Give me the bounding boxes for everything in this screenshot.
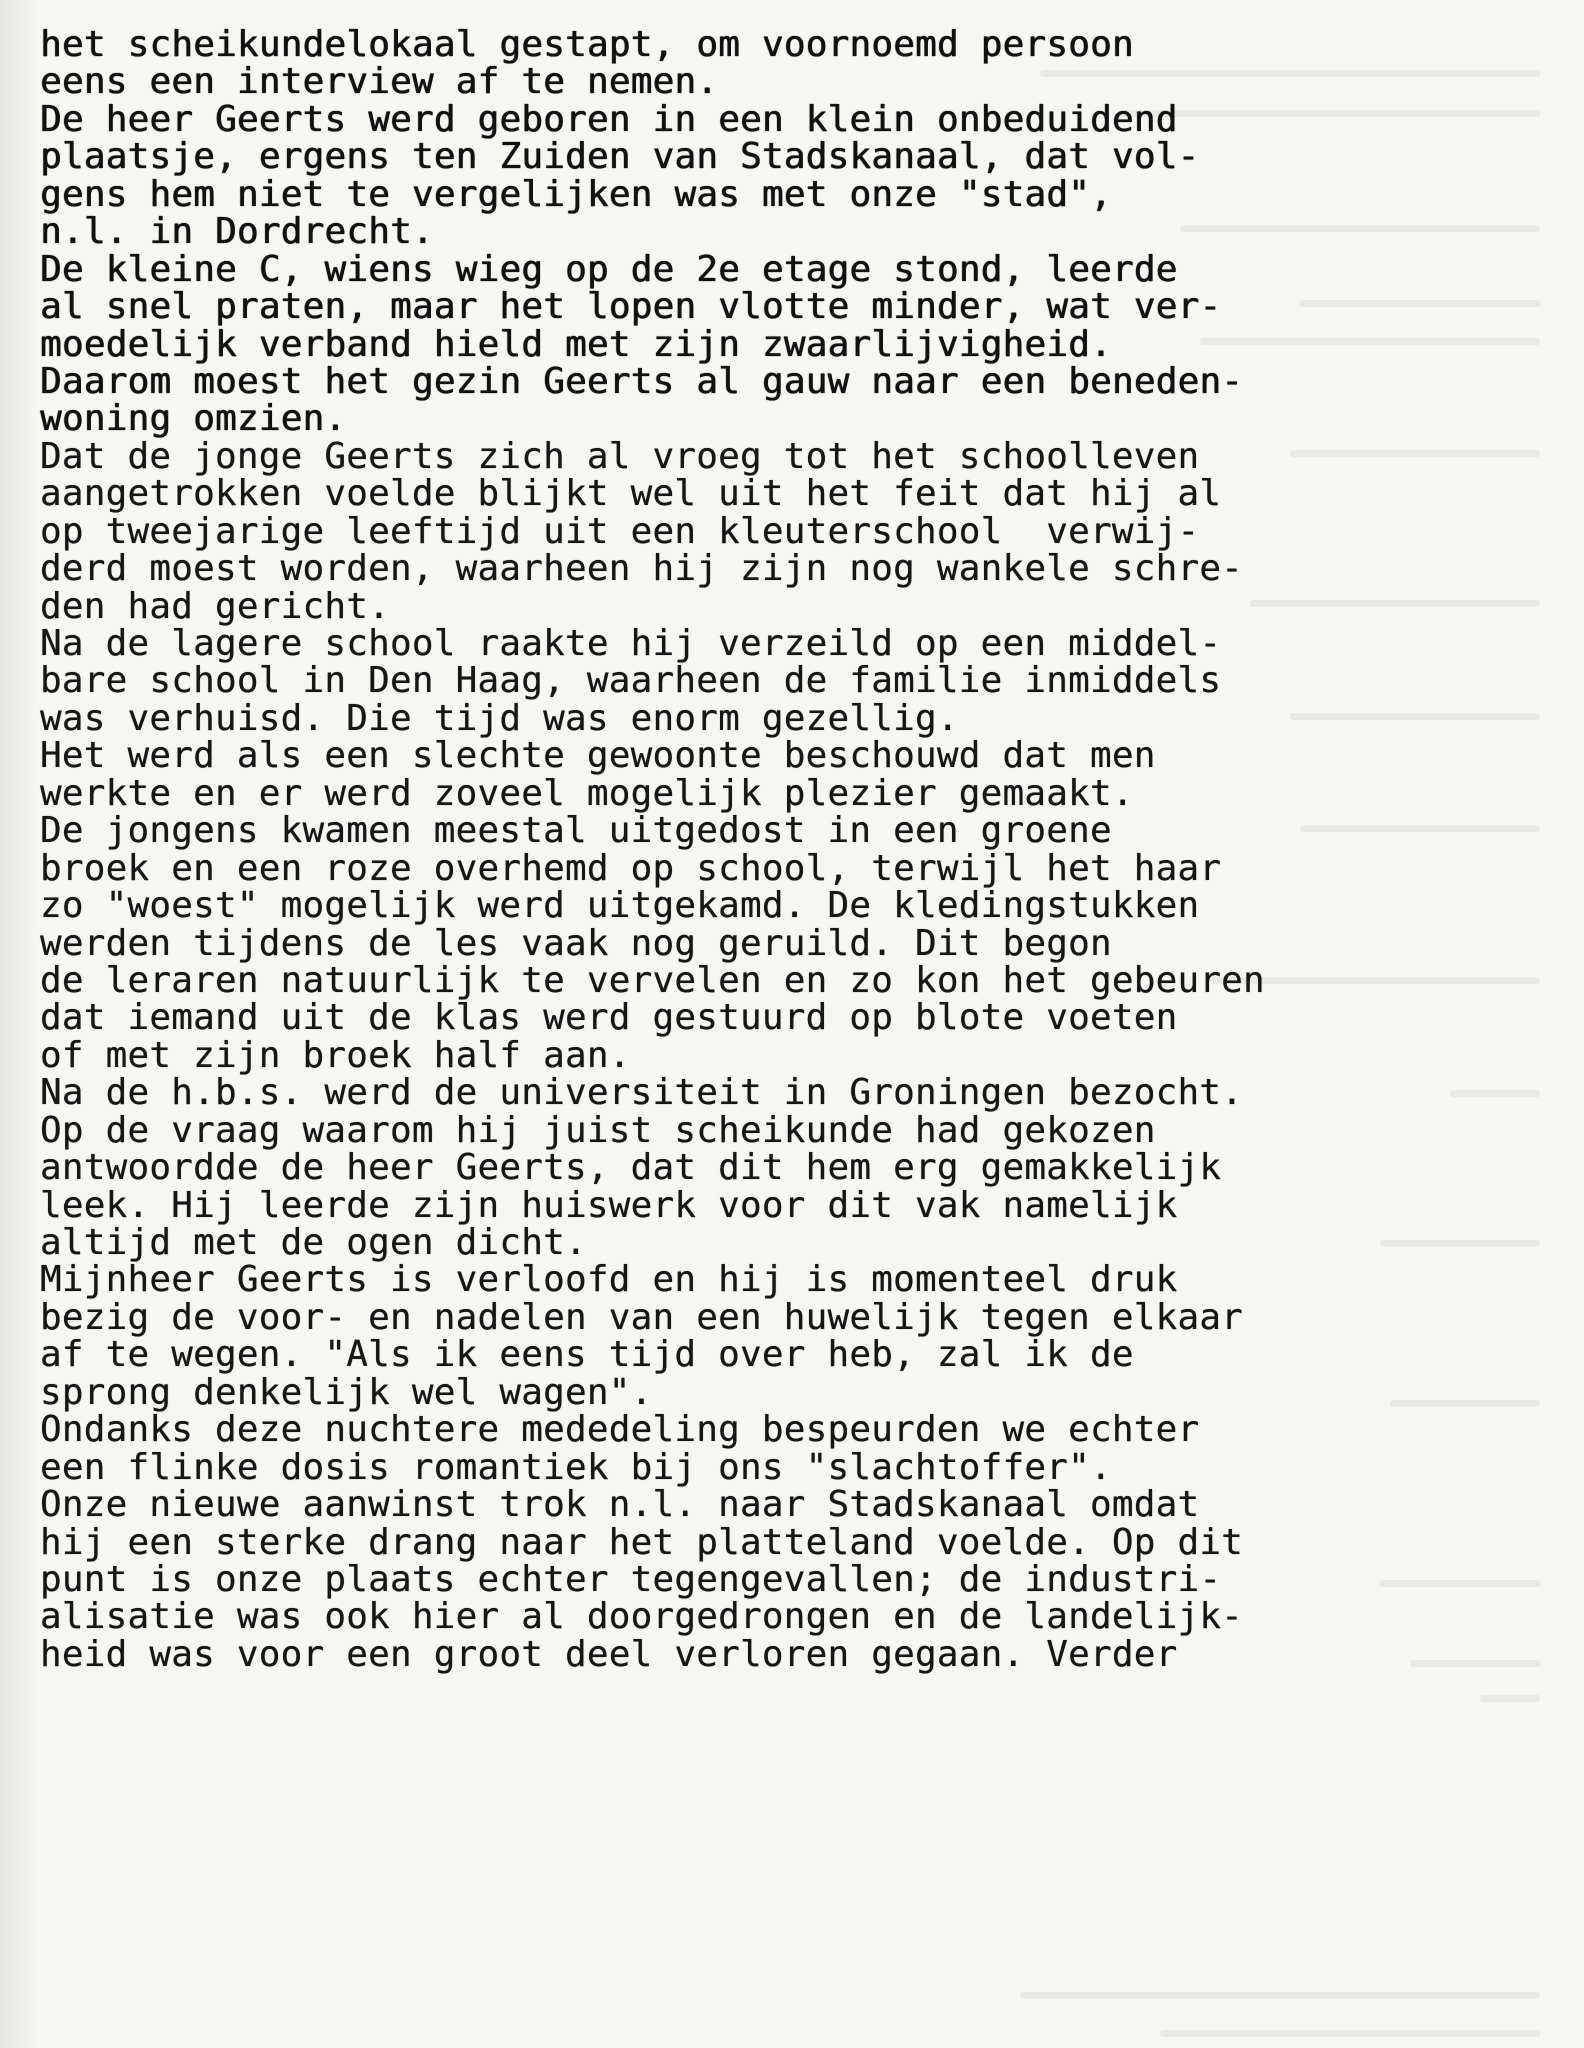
text-line-14: op tweejarige leeftijd uit een kleuterschool verwij- <box>40 510 1200 552</box>
text-line-23: broek en een roze overhemd op school, terwijl het haar <box>40 847 1222 889</box>
text-line-42: punt is onze plaats echter tegengevallen; de industri- <box>40 1558 1222 1600</box>
text-line-44: heid was voor een groot deel verloren gegaan. Verder <box>40 1633 1178 1675</box>
text-line-19: was verhuisd. Die tijd was enorm gezellig. <box>40 697 959 739</box>
document-body <box>40 26 1570 1673</box>
text-line-26: de leraren natuurlijk te vervelen en zo kon het gebeuren <box>40 959 1265 1001</box>
text-line-7: De kleine C, wiens wieg op de 2e etage stond, leerde <box>40 248 1178 290</box>
text-line-38: Ondanks deze nuchtere mededeling bespeurden we echter <box>40 1409 1200 1451</box>
text-line-29: Na de h.b.s. werd de universiteit in Groningen bezocht. <box>40 1072 1244 1114</box>
text-line-41: hij een sterke drang naar het platteland voelde. Op dit <box>40 1521 1244 1563</box>
text-line-9: moedelijk verband hield met zijn zwaarlijvigheid. <box>40 323 1112 365</box>
text-line-20: Het werd als een slechte gewoonte beschouwd dat men <box>40 735 1156 777</box>
text-line-21: werkte en er werd zoveel mogelijk plezier gemaakt. <box>40 772 1134 814</box>
text-line-8: al snel praten, maar het lopen vlotte minder, wat ver- <box>40 286 1222 328</box>
text-line-2: eens een interview af te nemen. <box>40 61 719 103</box>
text-line-32: leek. Hij leerde zijn huiswerk voor dit vak namelijk <box>40 1184 1178 1226</box>
text-line-16: den had gericht. <box>40 585 390 627</box>
text-line-3: De heer Geerts werd geboren in een klein onbeduidend <box>40 98 1178 140</box>
text-line-11: woning omzien. <box>40 398 347 440</box>
text-line-36: af te wegen. "Als ik eens tijd over heb, zal ik de <box>40 1334 1134 1376</box>
text-line-24: zo "woest" mogelijk werd uitgekamd. De kledingstukken <box>40 885 1200 927</box>
text-line-40: Onze nieuwe aanwinst trok n.l. naar Stadskanaal omdat <box>40 1484 1200 1526</box>
text-line-13: aangetrokken voelde blijkt wel uit het feit dat hij al <box>40 473 1222 515</box>
text-line-4: plaatsje, ergens ten Zuiden van Stadskanaal, dat vol- <box>40 136 1200 178</box>
text-line-31: antwoordde de heer Geerts, dat dit hem erg gemakkelijk <box>40 1147 1222 1189</box>
text-line-5: gens hem niet te vergelijken was met onze "stad", <box>40 173 1112 215</box>
text-line-37: sprong denkelijk wel wagen". <box>40 1371 653 1413</box>
text-line-15: derd moest worden, waarheen hij zijn nog wankele schre- <box>40 548 1244 590</box>
text-line-43: alisatie was ook hier al doorgedrongen en de landelijk- <box>40 1596 1244 1638</box>
text-line-18: bare school in Den Haag, waarheen de familie inmiddels <box>40 660 1222 702</box>
text-line-6: n.l. in Dordrecht. <box>40 211 434 253</box>
text-line-39: een flinke dosis romantiek bij ons "slachtoffer". <box>40 1446 1112 1488</box>
text-line-10: Daarom moest het gezin Geerts al gauw naar een beneden- <box>40 360 1244 402</box>
text-line-35: bezig de voor- en nadelen van een huwelijk tegen elkaar <box>40 1296 1244 1338</box>
text-line-17: Na de lagere school raakte hij verzeild op een middel- <box>40 623 1222 664</box>
text-line-33: altijd met de ogen dicht. <box>40 1222 587 1263</box>
text-line-25: werden tijdens de les vaak nog geruild. Dit begon <box>40 922 1112 964</box>
text-line-22: De jongens kwamen meestal uitgedost in een groene <box>40 810 1112 852</box>
margin-shadow <box>0 0 36 2048</box>
text-line-12: Dat de jonge Geerts zich al vroeg tot het schoolleven <box>40 435 1200 477</box>
text-line-34: Mijnheer Geerts is verloofd en hij is momenteel druk <box>40 1259 1178 1301</box>
text-line-1: het scheikundelokaal gestapt, om voornoemd persoon <box>40 24 1134 65</box>
text-line-30: Op de vraag waarom hij juist scheikunde had gekozen <box>40 1109 1156 1151</box>
text-line-27: dat iemand uit de klas werd gestuurd op blote voeten <box>40 997 1178 1039</box>
text-line-28: of met zijn broek half aan. <box>40 1034 631 1076</box>
